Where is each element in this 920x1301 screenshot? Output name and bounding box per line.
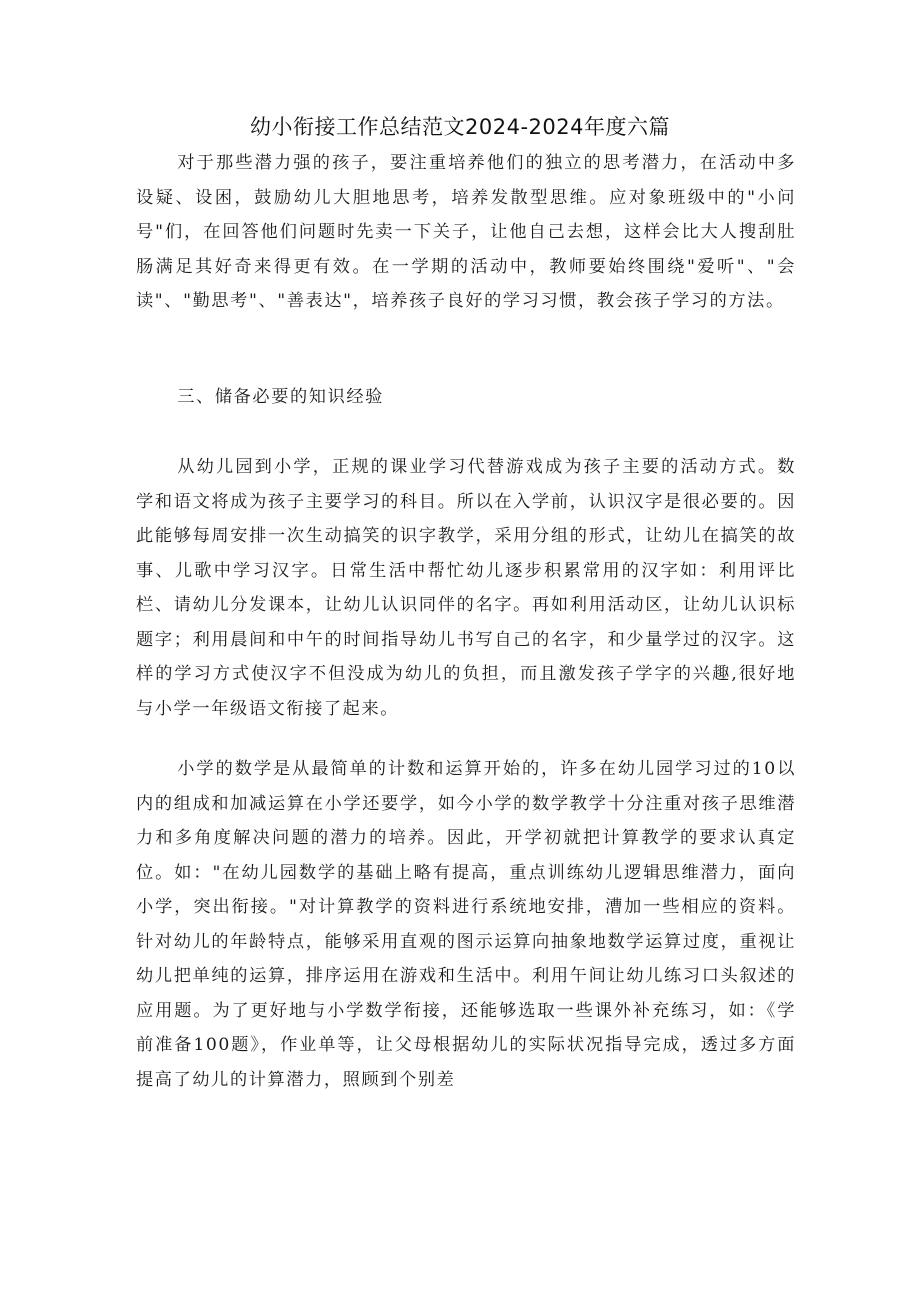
- paragraph-thinking-skills: 对于那些潜力强的孩子，要注重培养他们的独立的思考潜力，在活动中多设疑、设困，鼓励幼儿大胆地思考，培养发散型思维。应对象班级中的"小问号"们，在回答他们问题时先卖一下关子，让他自己去想，这样会比大人搜刮肚肠满足其好奇来得更有效。在一学期的活动中，教师要始终围绕"爱听"、"会读"、"勤思考"、"善表达"，培养孩子良好的学习习惯，教会孩子学习的方法。: [136, 153, 796, 311]
- paragraph-math: 小学的数学是从最简单的计数和运算开始的，许多在幼儿园学习过的10以内的组成和加减运算在小学还要学，如今小学的数学教学十分注重对孩子思维潜力和多角度解决问题的潜力的培养。因此，开学初就把计算教学的要求认真定位。如："在幼儿园数学的基础上略有提高，重点训练幼儿逻辑思维潜力，面向小学，突出衔接。"对计算教学的资料进行系统地安排，漕加一些相应的资料。针对幼儿的年龄特点，能够采用直观的图示运算向抽象地数学运算过度，重视让幼儿把单纯的运算，排序运用在游戏和生活中。利用午间让幼儿练习口头叙述的应用题。为了更好地与小学数学衔接，还能够选取一些课外补充练习，如：《学前准备100题》，作业单等，让父母根据幼儿的实际状况指导完成，透过多方面提高了幼儿的计算潜力，照顾到个别差: [136, 759, 796, 1090]
- document-title: 幼小衔接工作总结范文2024-2024年度六篇: [250, 115, 670, 139]
- section-heading-knowledge: 三、储备必要的知识经验: [177, 387, 384, 407]
- paragraph-literacy: 从幼儿园到小学，正规的课业学习代替游戏成为孩子主要的活动方式。数学和语文将成为孩子主要学习的科目。所以在入学前，认识汉字是很必要的。因此能够每周安排一次生动搞笑的识字教学，采用分组的形式，让幼儿在搞笑的故事、儿歌中学习汉字。日常生活中帮忙幼儿逐步积累常用的汉字如：利用评比栏、请幼儿分发课本，让幼儿认识同伴的名字。再如利用活动区，让幼儿认识标题字；利用晨间和中午的时间指导幼儿书写自己的名字，和少量学过的汉字。这样的学习方式使汉字不但没成为幼儿的负担，而且激发孩子学字的兴趣,很好地与小学一年级语文衔接了起来。: [136, 457, 796, 719]
